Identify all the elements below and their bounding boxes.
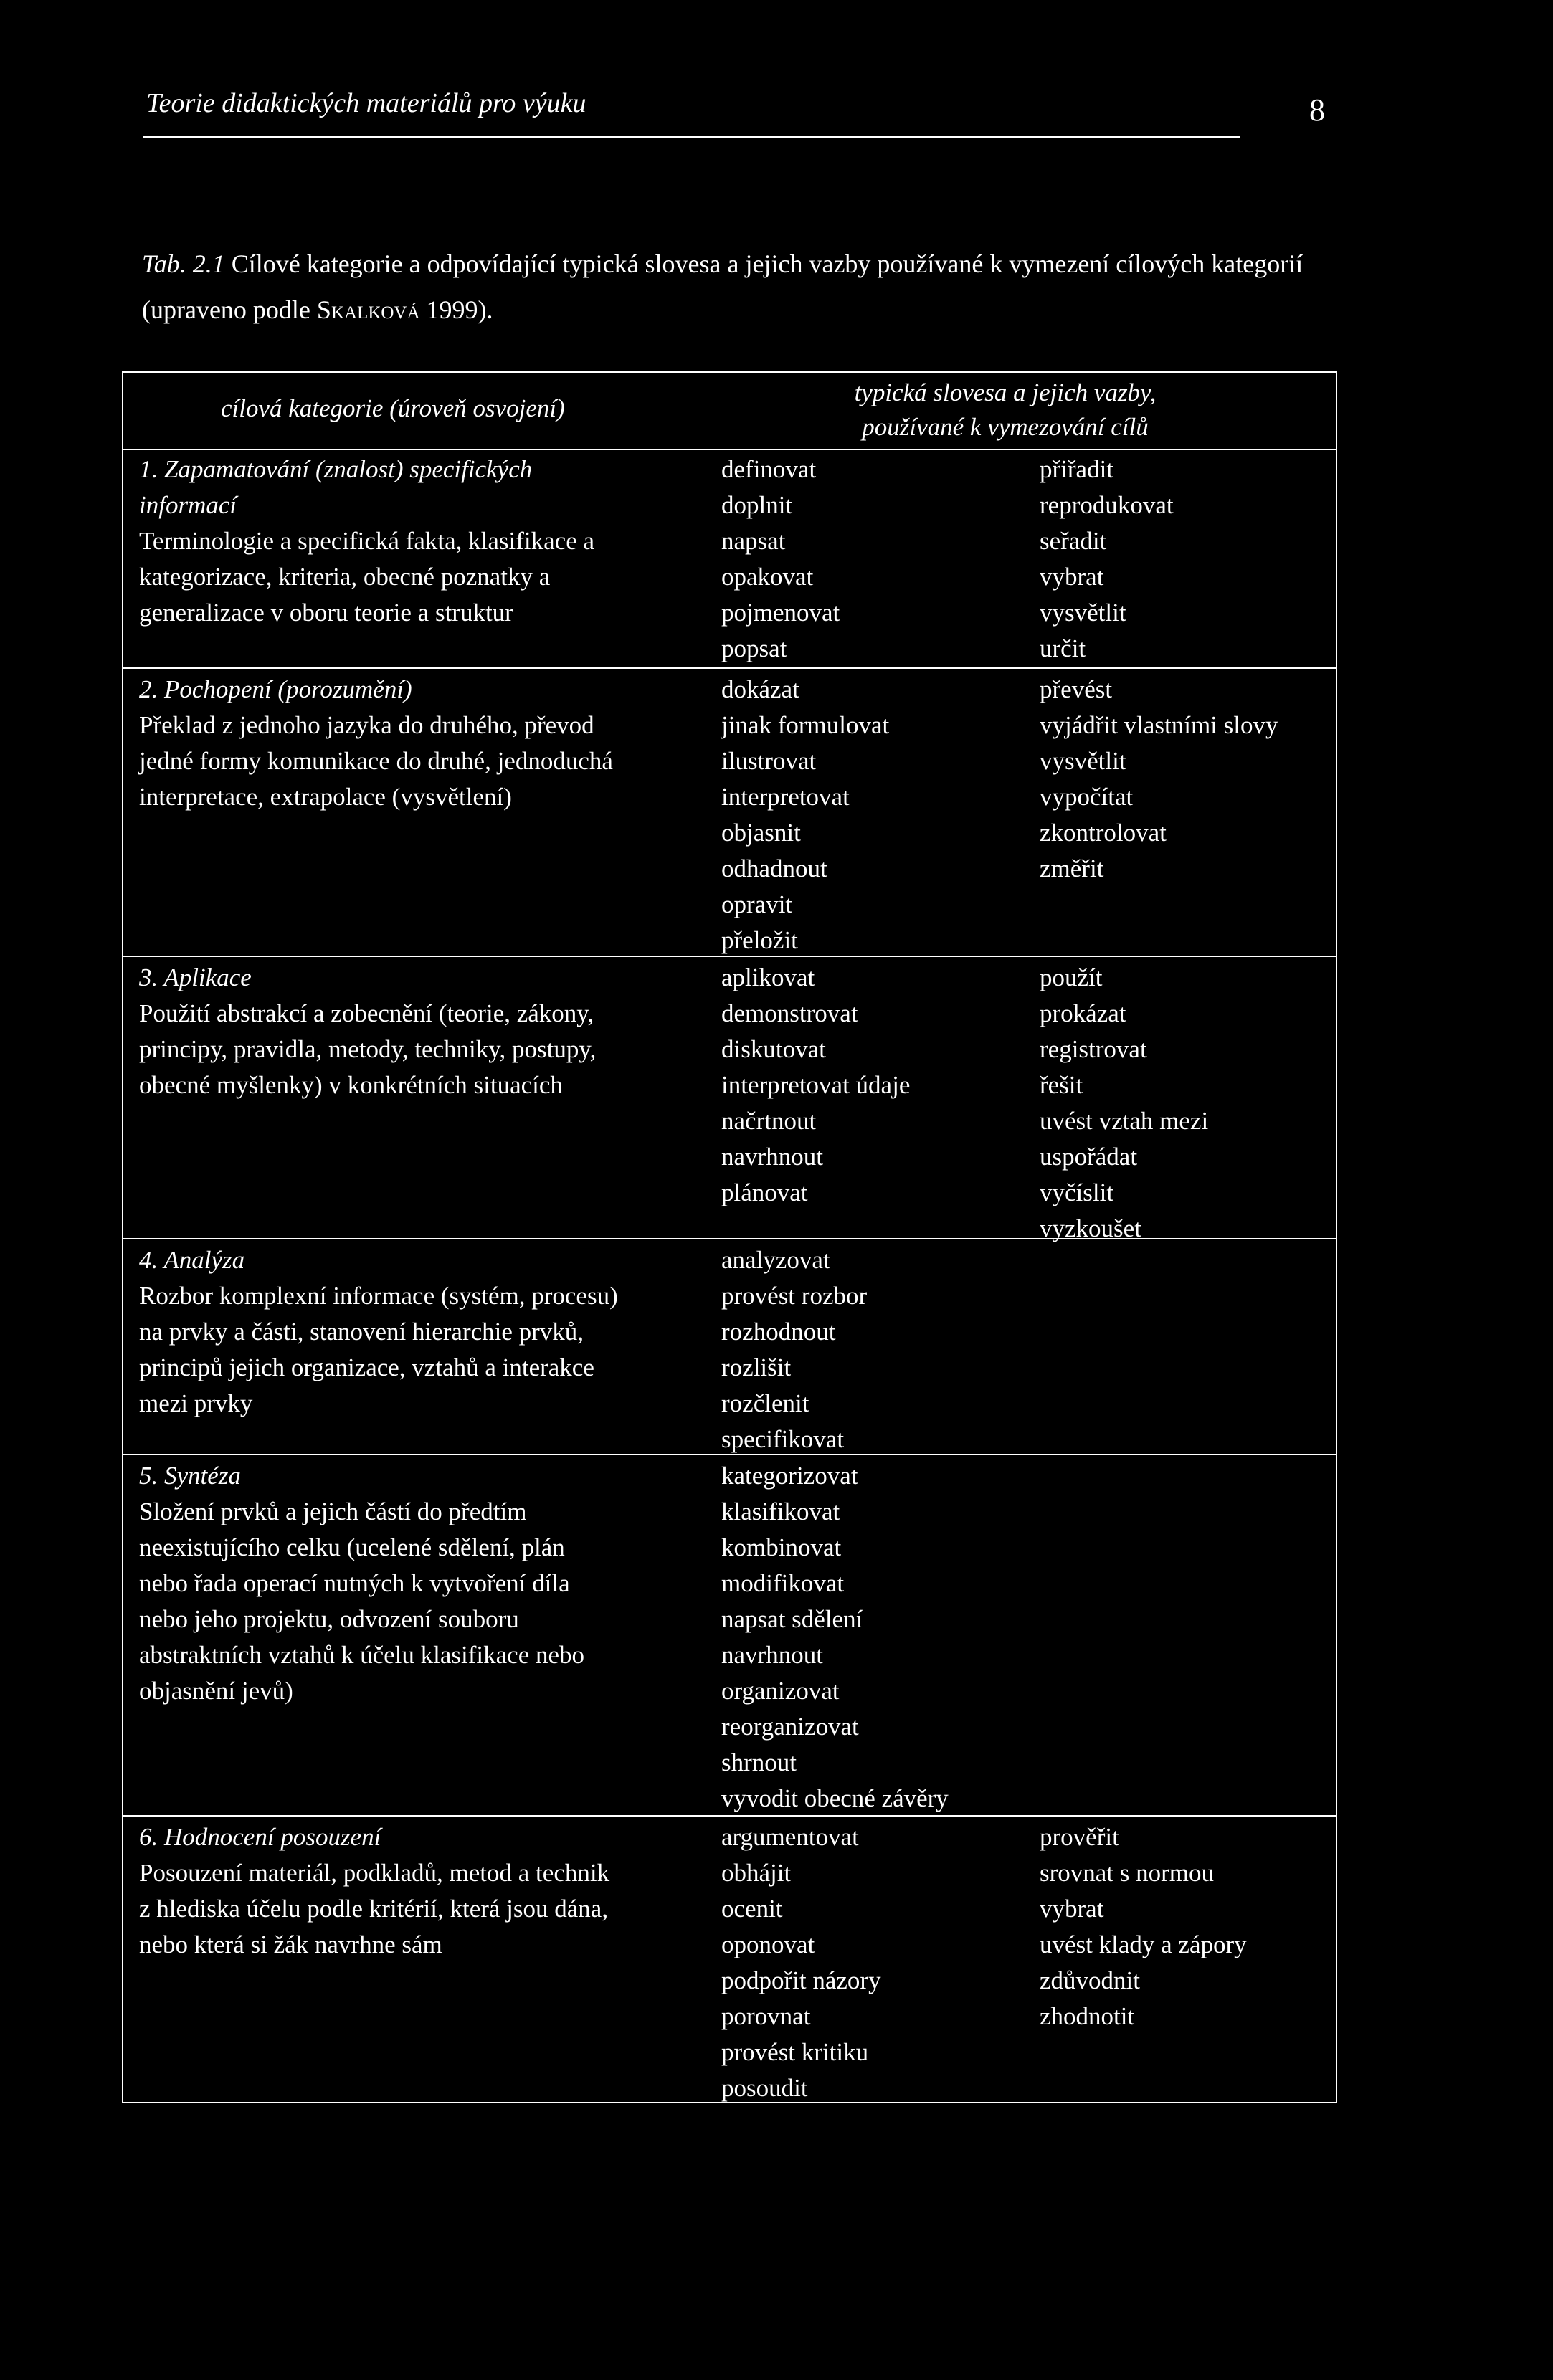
header-verbs-line2: používané k vymezování cílů (862, 413, 1149, 441)
category-title: 1. Zapamatování (znalost) specifických (139, 455, 533, 483)
category-description: interpretace, extrapolace (vysvětlení) (139, 783, 512, 811)
category-description: Překlad z jednoho jazyka do druhého, převod (139, 711, 594, 739)
category-description: na prvky a části, stanovení hierarchie prvků, (139, 1318, 584, 1346)
table-caption (142, 241, 1318, 333)
verb-item: aplikovat (721, 963, 815, 991)
verb-item: odhadnout (721, 855, 827, 882)
verb-item: registrovat (1040, 1035, 1147, 1063)
verb-item: definovat (721, 455, 817, 483)
verb-item: uvést klady a zápory (1040, 1931, 1247, 1958)
category-title: informací (139, 491, 237, 519)
table-row (123, 957, 1336, 1242)
verbs-column-b (1040, 452, 1174, 667)
category-title: 6. Hodnocení posouzení (139, 1823, 381, 1851)
verb-item: vysvětlit (1040, 599, 1126, 627)
category-description: z hlediska účelu podle kritérií, která jsou dána, (139, 1895, 609, 1923)
verb-item: diskutovat (721, 1035, 826, 1063)
verb-item: seřadit (1040, 527, 1107, 555)
verbs-column-a (721, 1242, 867, 1457)
verb-item: vysvětlit (1040, 747, 1126, 775)
table-row (123, 1455, 1336, 1817)
verb-item: vyčíslit (1040, 1179, 1114, 1206)
page-number: 8 (1309, 92, 1325, 128)
verbs-column-b (1040, 960, 1208, 1247)
header-verbs-line1: typická slovesa a jejich vazby, (854, 379, 1157, 406)
verb-item: přiřadit (1040, 455, 1114, 483)
category-description: Použití abstrakcí a zobecnění (teorie, zákony, (139, 999, 594, 1027)
verb-item: objasnit (721, 819, 801, 847)
verb-item: vyjádřit vlastními slovy (1040, 711, 1278, 739)
category-description: kategorizace, kriteria, obecné poznatky a (139, 563, 551, 591)
verb-item: určit (1040, 634, 1086, 662)
verb-item: napsat (721, 527, 786, 555)
verb-item: posoudit (721, 2074, 808, 2102)
table-row (123, 1239, 1336, 1455)
verb-item: argumentovat (721, 1823, 859, 1851)
verb-item: interpretovat údaje (721, 1071, 911, 1099)
category-description: obecné myšlenky) v konkrétních situacích (139, 1071, 563, 1099)
category-description: mezi prvky (139, 1389, 253, 1417)
verb-item: srovnat s normou (1040, 1859, 1215, 1887)
category-description: neexistujícího celku (ucelené sdělení, plán (139, 1533, 565, 1561)
verb-item: přeložit (721, 926, 798, 954)
verb-item: podpořit názory (721, 1966, 881, 1994)
objectives-table (122, 371, 1337, 2103)
category-description: principů jejich organizace, vztahů a interakce (139, 1353, 594, 1381)
caption-label: Tab. 2.1 (142, 249, 225, 278)
verb-item: provést rozbor (721, 1282, 868, 1310)
verb-item: plánovat (721, 1179, 808, 1206)
verb-item: rozlišit (721, 1353, 792, 1381)
verb-item: organizovat (721, 1677, 840, 1705)
category-description: nebo jeho projektu, odvození souboru (139, 1605, 519, 1633)
verb-item: vyzkoušet (1040, 1214, 1141, 1242)
caption-text: Cílové kategorie a odpovídající typická slovesa a jejich vazby používané k vymezení cílových kategorií (upraveno podle (142, 249, 1303, 324)
verb-item: zhodnotit (1040, 2002, 1135, 2030)
verb-item: reprodukovat (1040, 491, 1174, 519)
verb-item: prověřit (1040, 1823, 1119, 1851)
category-description: objasnění jevů) (139, 1677, 293, 1705)
verb-item: obhájit (721, 1859, 792, 1887)
verb-item: uspořádat (1040, 1143, 1138, 1171)
verb-item: analyzovat (721, 1246, 830, 1274)
verb-item: specifikovat (721, 1425, 845, 1453)
verb-item: porovnat (721, 2002, 811, 2030)
verb-item: vyvodit obecné závěry (721, 1784, 949, 1812)
category-description: Rozbor komplexní informace (systém, procesu) (139, 1282, 618, 1310)
verb-item: navrhnout (721, 1143, 823, 1171)
verb-item: modifikovat (721, 1569, 845, 1597)
verb-item: navrhnout (721, 1641, 823, 1669)
category-description: principy, pravidla, metody, techniky, postupy, (139, 1035, 597, 1063)
table-header-row (123, 373, 1336, 450)
verb-item: provést kritiku (721, 2038, 869, 2066)
category-description: Složení prvků a jejich částí do předtím (139, 1498, 527, 1525)
verb-item: dokázat (721, 675, 799, 703)
verb-item: zdůvodnit (1040, 1966, 1140, 1994)
verb-item: vybrat (1040, 1895, 1104, 1923)
category-description: abstraktních vztahů k účelu klasifikace nebo (139, 1641, 585, 1669)
verb-item: zkontrolovat (1040, 819, 1167, 847)
category-title: 2. Pochopení (porozumění) (139, 675, 412, 703)
verb-item: jinak formulovat (721, 711, 890, 739)
table-row (123, 669, 1336, 957)
category-description: generalizace v oboru teorie a struktur (139, 599, 513, 627)
caption-year: 1999). (419, 295, 493, 324)
category-description: jedné formy komunikace do druhé, jednoduchá (139, 747, 613, 775)
category-description: Posouzení materiál, podkladů, metod a technik (139, 1859, 610, 1887)
verb-item: rozhodnout (721, 1318, 836, 1346)
category-description: nebo která si žák navrhne sám (139, 1931, 442, 1958)
verb-item: oponovat (721, 1931, 815, 1958)
verb-item: opravit (721, 890, 793, 918)
verb-item: napsat sdělení (721, 1605, 863, 1633)
table-row (123, 1817, 1336, 2105)
category-title: 5. Syntéza (139, 1462, 241, 1490)
verb-item: prokázat (1040, 999, 1126, 1027)
verb-item: použít (1040, 963, 1103, 991)
verbs-column-a (721, 960, 910, 1211)
verbs-column-a (721, 1458, 949, 1817)
verb-item: rozčlenit (721, 1389, 809, 1417)
verbs-column-a (721, 672, 889, 958)
verb-item: změřit (1040, 855, 1104, 882)
verbs-column-b (1040, 672, 1278, 887)
caption-author: Skalková (316, 295, 420, 324)
category-description: Terminologie a specifická fakta, klasifikace a (139, 527, 595, 555)
verb-item: reorganizovat (721, 1713, 859, 1741)
header-verbs (740, 376, 1271, 444)
verb-item: shrnout (721, 1748, 797, 1776)
running-title: Teorie didaktických materiálů pro výuku (146, 88, 586, 118)
category-title: 4. Analýza (139, 1246, 245, 1274)
running-header (143, 85, 1240, 138)
verb-item: řešit (1040, 1071, 1083, 1099)
category-title: 3. Aplikace (139, 963, 252, 991)
category-description: nebo řada operací nutných k vytvoření díla (139, 1569, 570, 1597)
verb-item: doplnit (721, 491, 793, 519)
verb-item: ocenit (721, 1895, 783, 1923)
verbs-column-a (721, 1819, 881, 2106)
verb-item: ilustrovat (721, 747, 817, 775)
verb-item: načrtnout (721, 1107, 817, 1135)
verb-item: demonstrovat (721, 999, 858, 1027)
verbs-column-a (721, 452, 840, 667)
verb-item: kombinovat (721, 1533, 842, 1561)
verb-item: popsat (721, 634, 787, 662)
verb-item: převést (1040, 675, 1113, 703)
verbs-column-b (1040, 1819, 1247, 2034)
verb-item: klasifikovat (721, 1498, 840, 1525)
verb-item: interpretovat (721, 783, 850, 811)
verb-item: opakovat (721, 563, 814, 591)
table-row (123, 449, 1336, 669)
verb-item: vybrat (1040, 563, 1104, 591)
verb-item: pojmenovat (721, 599, 840, 627)
header-category: cílová kategorie (úroveň osvojení) (221, 394, 565, 422)
verb-item: vypočítat (1040, 783, 1134, 811)
verb-item: kategorizovat (721, 1462, 858, 1490)
verb-item: uvést vztah mezi (1040, 1107, 1209, 1135)
